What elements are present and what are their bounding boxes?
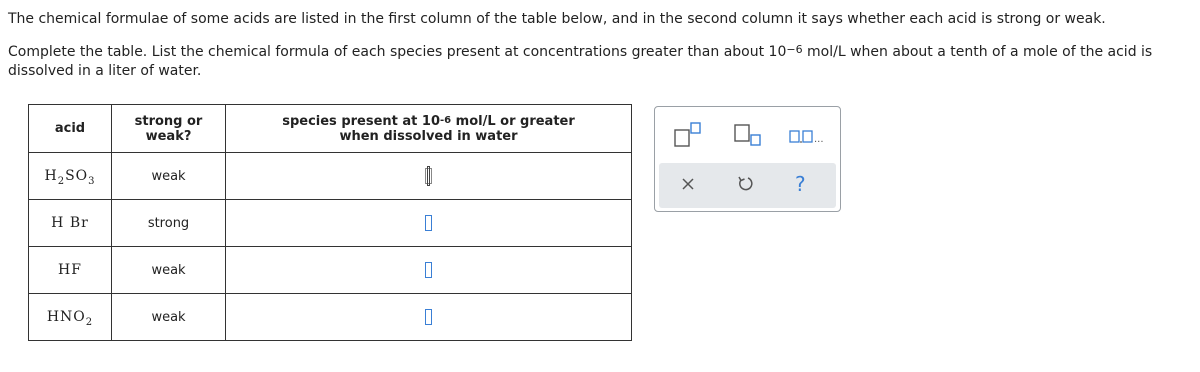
undo-icon [736, 175, 754, 193]
formula-part: H Br [51, 215, 89, 231]
formula-subscript: 2 [57, 176, 66, 187]
subscript-tool-button[interactable] [733, 121, 763, 149]
question-line-1: The chemical formulae of some acids are listed in the first column of the table below, and in the second column it says whether each acid is strong or weak. [8, 11, 1106, 27]
acid-strength: weak [112, 247, 226, 294]
header-species-post: mol/L or greater [451, 113, 575, 129]
species-answer-cell[interactable] [226, 153, 632, 200]
formula-subscript: 3 [88, 176, 96, 187]
species-answer-input[interactable] [425, 309, 432, 325]
acid-table [28, 104, 632, 341]
table-row [29, 200, 632, 247]
box-list-tool-button[interactable] [789, 127, 829, 147]
table-row [29, 153, 632, 200]
species-answer-input[interactable] [425, 215, 432, 231]
box-list-icon [789, 127, 829, 147]
header-acid: acid [29, 105, 112, 153]
clear-button[interactable] [680, 176, 696, 192]
species-answer-input[interactable] [425, 262, 432, 278]
table-row [29, 294, 632, 341]
formula-part: H [44, 168, 58, 184]
help-button[interactable] [795, 173, 806, 195]
header-strength-line2: weak? [145, 128, 192, 144]
formula-part: HNO [46, 309, 86, 325]
toolbox-actions-row [659, 163, 836, 208]
acid-strength: weak [112, 294, 226, 341]
acid-formula [29, 294, 112, 341]
table-header-row [29, 105, 632, 153]
formula-subscript: 2 [85, 317, 94, 328]
toolbox-tools-row [655, 121, 840, 151]
box-list-ellipsis: ... [814, 134, 824, 145]
superscript-tool-button[interactable] [673, 121, 703, 149]
acid-strength: strong [112, 200, 226, 247]
superscript-box-icon [673, 121, 703, 149]
formula-part: HF [58, 262, 82, 278]
species-answer-cell[interactable] [226, 247, 632, 294]
clear-x-icon [680, 176, 696, 192]
species-answer-cell[interactable] [226, 294, 632, 341]
help-question-icon: ? [795, 172, 806, 196]
header-strength [112, 105, 226, 153]
header-species-exponent: -6 [440, 114, 452, 126]
undo-button[interactable] [736, 175, 754, 193]
answer-toolbox [654, 106, 841, 212]
header-species-line2: when dissolved in water [339, 128, 518, 144]
question-exponent: −6 [786, 43, 803, 56]
table-row [29, 247, 632, 294]
acid-formula [29, 200, 112, 247]
header-strength-line1: strong or [134, 113, 203, 129]
header-species [226, 105, 632, 153]
question-line-2-post: mol/L when about a tenth of a mole of the acid is dissolved in a liter of water. [8, 44, 1153, 79]
acid-formula [29, 153, 112, 200]
question-line-2 [8, 43, 1193, 81]
formula-part: SO [65, 168, 89, 184]
species-answer-cell[interactable] [226, 200, 632, 247]
question-line-2-pre: Complete the table. List the chemical formula of each species present at concentrations greater than about 10 [8, 44, 787, 60]
header-species-pre: species present at 10 [282, 113, 441, 129]
acid-formula [29, 247, 112, 294]
acid-strength: weak [112, 153, 226, 200]
header-species-text [279, 114, 579, 144]
species-answer-input[interactable] [425, 168, 432, 184]
subscript-box-icon [733, 121, 763, 149]
